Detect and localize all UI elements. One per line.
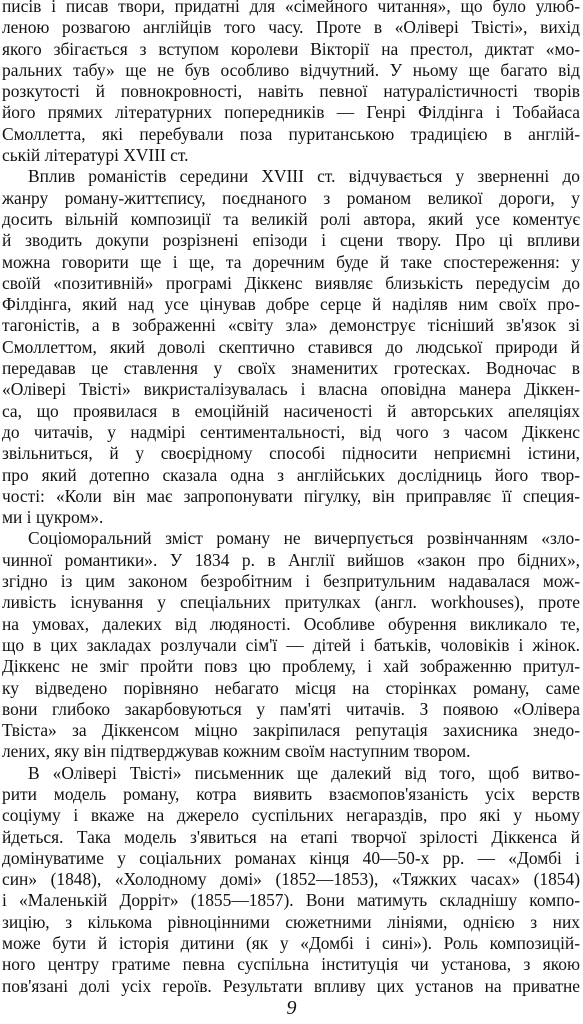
body-text [2, 0, 580, 997]
page-number: 9 [286, 997, 297, 1019]
text-line: Вплив романістів середини XVIII ст. відчувається у зверненні до [28, 166, 580, 187]
text-line: Твіста» за Діккенсом міцно закріпилася репутація захисника знедо- [2, 720, 580, 741]
text-line: що в цих закладах розлучали сім'ї — дітей і батьків, чоловіків і жінок. [2, 634, 580, 655]
text-line: «Олівері Твісті» викристалізувалась і власна оповідна манера Діккен- [2, 379, 580, 400]
text-line: ральних табу» ще не був особливо відчутний. У ньому ще багато від [2, 59, 580, 80]
text-line: ного центру гратиме певна суспільна інституція чи установа, з якою [2, 954, 580, 975]
text-line: своїй «позитивній» програмі Діккенс виявляє близькість передусім до [2, 272, 580, 293]
text-line: са, що проявилася в емоційній насиченості й авторських апеляціях [2, 400, 580, 421]
text-line: лених, яку він підтверджував кожним своїм наступним твором. [2, 741, 471, 762]
text-line: соціуму і вкаже на джерело суспільних негараздів, про які у ньому [2, 805, 580, 826]
text-line: рити модель роману, котра виявить взаємопов'язаність усіх верств [2, 783, 580, 804]
text-line: Смоллеттом, який доволі скептично ставився до людської природи й [2, 336, 580, 357]
text-line: Смоллетта, які перебували поза пуританською традицією в англій- [2, 123, 580, 144]
text-line: чості: «Коли він має запропонувати пігулку, він приправляє її специя- [2, 485, 580, 506]
text-line: Філдінга, який над усе цінував добре серце й наділяв ним своїх про- [2, 294, 580, 315]
text-line: згідно із цим законом безробітним і безпритульним надавалася мож- [2, 571, 580, 592]
text-line: ми і цукром». [2, 507, 104, 528]
text-line: якого збігається з вступом королеви Вікторії на престол, диктат «мо- [2, 38, 580, 59]
text-line: домінуватиме у соціальних романах кінця 40—50-х рр. — «Домбі і [2, 847, 580, 868]
text-line: йдеться. Така модель з'явиться на етапі творчої зрілості Діккенса й [2, 826, 580, 847]
text-line: досить вільній композиції та великій ролі автора, який усе коментує [2, 208, 580, 229]
text-line: ській літературі XVIII ст. [2, 145, 189, 166]
text-line: звільниться, й у своєрідному способі підносити неприємні істини, [2, 443, 580, 464]
text-line: вони глибоко закарбовуються у пам'яті читачів. З появою «Олівера [2, 698, 580, 719]
text-line: Соціоморальний зміст роману не вичерпується розвінчанням «зло- [28, 528, 580, 549]
text-line: чинної романтики». У 1834 р. в Англії вийшов «закон про бідних», [2, 549, 580, 570]
text-line: передавав це ставлення у своїх знаменитих гротесках. Водночас в [2, 358, 580, 379]
text-line: до читачів, у надмірі сентиментальності, від чого з часом Діккенс [2, 421, 580, 442]
text-line: про який дотепно сказала одна з англійських дослідниць його твор- [2, 464, 580, 485]
text-line: леною розвагою англійців того часу. Проте в «Олівері Твісті», вихід [2, 17, 580, 38]
text-line: Діккенс не зміг пройти повз цю проблему, і хай зображенню притул- [2, 656, 580, 677]
text-line: пов'язані долі усіх героїв. Результати впливу цих установ на приватне [2, 975, 580, 996]
text-line: зицію, з кількома рівноцінними сюжетними лініями, однією з них [2, 911, 580, 932]
text-line: і «Маленькій Дорріт» (1855—1857). Вони матимуть складнішу компо- [2, 890, 580, 911]
text-line: писів і писав твори, придатні для «сімейного читання», що було улюб- [2, 0, 580, 16]
text-line: й зводить докупи розрізнені епізоди і сцени твору. Про ці впливи [2, 230, 580, 251]
text-line: син» (1848), «Холодному домі» (1852—1853), «Тяжких часах» (1854) [2, 869, 580, 890]
text-line: можна говорити ще і ще, та доречним буде й таке спостереження: у [2, 251, 580, 272]
text-line: його прямих літературних попередників — Генрі Філдінга і Тобайаса [2, 102, 580, 123]
text-line: може бути й історія дитини (як у «Домбі і сині»). Роль композицій- [2, 933, 580, 954]
text-line: на умовах, далеких від людяності. Особливе обурення викликало те, [2, 613, 580, 634]
text-line: ливість існування у спеціальних притулках (англ. workhouses), проте [2, 592, 580, 613]
text-line: розкутості й повнокровності, навіть певної натуралістичності творів [2, 81, 580, 102]
text-line: жанру роману-життєпису, поєднаного з романом великої дороги, у [2, 187, 580, 208]
text-line: тагоністів, а в зображенні «світу зла» демонструє тісніший зв'язок зі [2, 315, 580, 336]
text-line: ку відведено порівняно небагато місця на сторінках роману, саме [2, 677, 580, 698]
text-line: В «Олівері Твісті» письменник ще далекий від того, щоб витво- [28, 762, 580, 783]
